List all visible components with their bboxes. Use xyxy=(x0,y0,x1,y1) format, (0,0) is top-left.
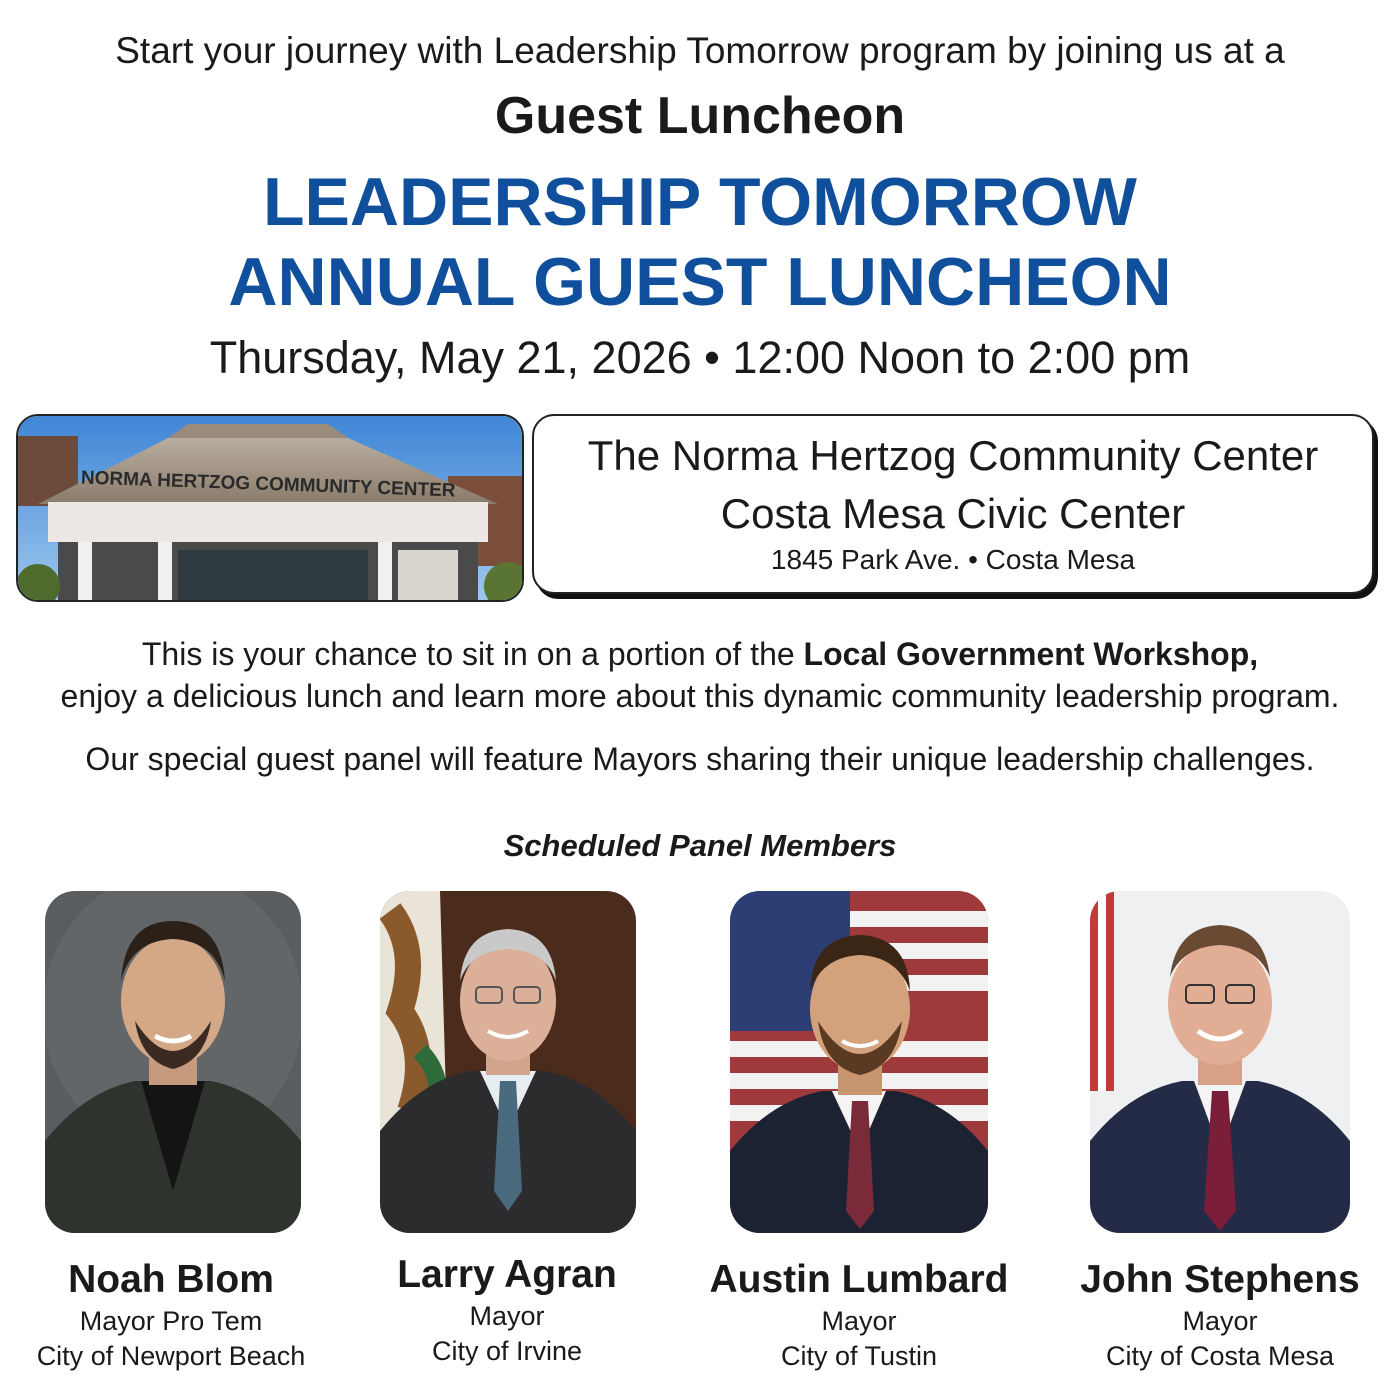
member-city: City of Newport Beach xyxy=(36,1341,306,1371)
description-line-1 xyxy=(0,636,1400,673)
venue-info-box xyxy=(532,414,1374,594)
member-city: City of Tustin xyxy=(780,1341,938,1371)
intro-line: Start your journey with Leadership Tomorrow program by joining us at a xyxy=(115,30,1285,71)
member-name: Austin Lumbard xyxy=(709,1258,1009,1301)
member-photo-austin-lumbard xyxy=(730,891,988,1233)
panel-heading: Scheduled Panel Members xyxy=(503,828,897,863)
description-text: This is your chance to sit in on a portion of the xyxy=(141,636,804,672)
member-city: City of Irvine xyxy=(431,1336,583,1366)
member-role: Mayor Pro Tem xyxy=(79,1306,263,1336)
event-datetime: Thursday, May 21, 2026 • 12:00 Noon to 2:00 pm xyxy=(209,332,1191,383)
description-line-3: Our special guest panel will feature Mayors sharing their unique leadership challenges. xyxy=(85,741,1315,777)
building-sign: NORMA HERTZOG COMMUNITY CENTER xyxy=(80,467,456,502)
member-city: City of Costa Mesa xyxy=(1105,1341,1335,1371)
event-title-line-2: ANNUAL GUEST LUNCHEON xyxy=(228,244,1172,320)
member-role: Mayor xyxy=(469,1301,545,1331)
venue-address: 1845 Park Ave. • Costa Mesa xyxy=(770,544,1136,575)
member-photo-larry-agran xyxy=(380,891,636,1233)
venue-photo xyxy=(16,414,524,602)
member-name: John Stephens xyxy=(1080,1258,1360,1301)
member-photo-john-stephens xyxy=(1090,891,1350,1233)
member-name: Larry Agran xyxy=(397,1253,617,1296)
member-photo-noah-blom xyxy=(45,891,301,1233)
event-title-line-1: LEADERSHIP TOMORROW xyxy=(263,164,1137,240)
member-role: Mayor xyxy=(821,1306,897,1336)
venue-civic-center: Costa Mesa Civic Center xyxy=(720,490,1186,537)
venue-name: The Norma Hertzog Community Center xyxy=(587,432,1319,479)
description-line-2: enjoy a delicious lunch and learn more about this dynamic community leadership program. xyxy=(60,678,1340,714)
member-name: Noah Blom xyxy=(68,1258,274,1301)
member-role: Mayor xyxy=(1182,1306,1258,1336)
workshop-name: Local Government Workshop, xyxy=(803,636,1259,672)
event-subtitle: Guest Luncheon xyxy=(494,87,906,145)
